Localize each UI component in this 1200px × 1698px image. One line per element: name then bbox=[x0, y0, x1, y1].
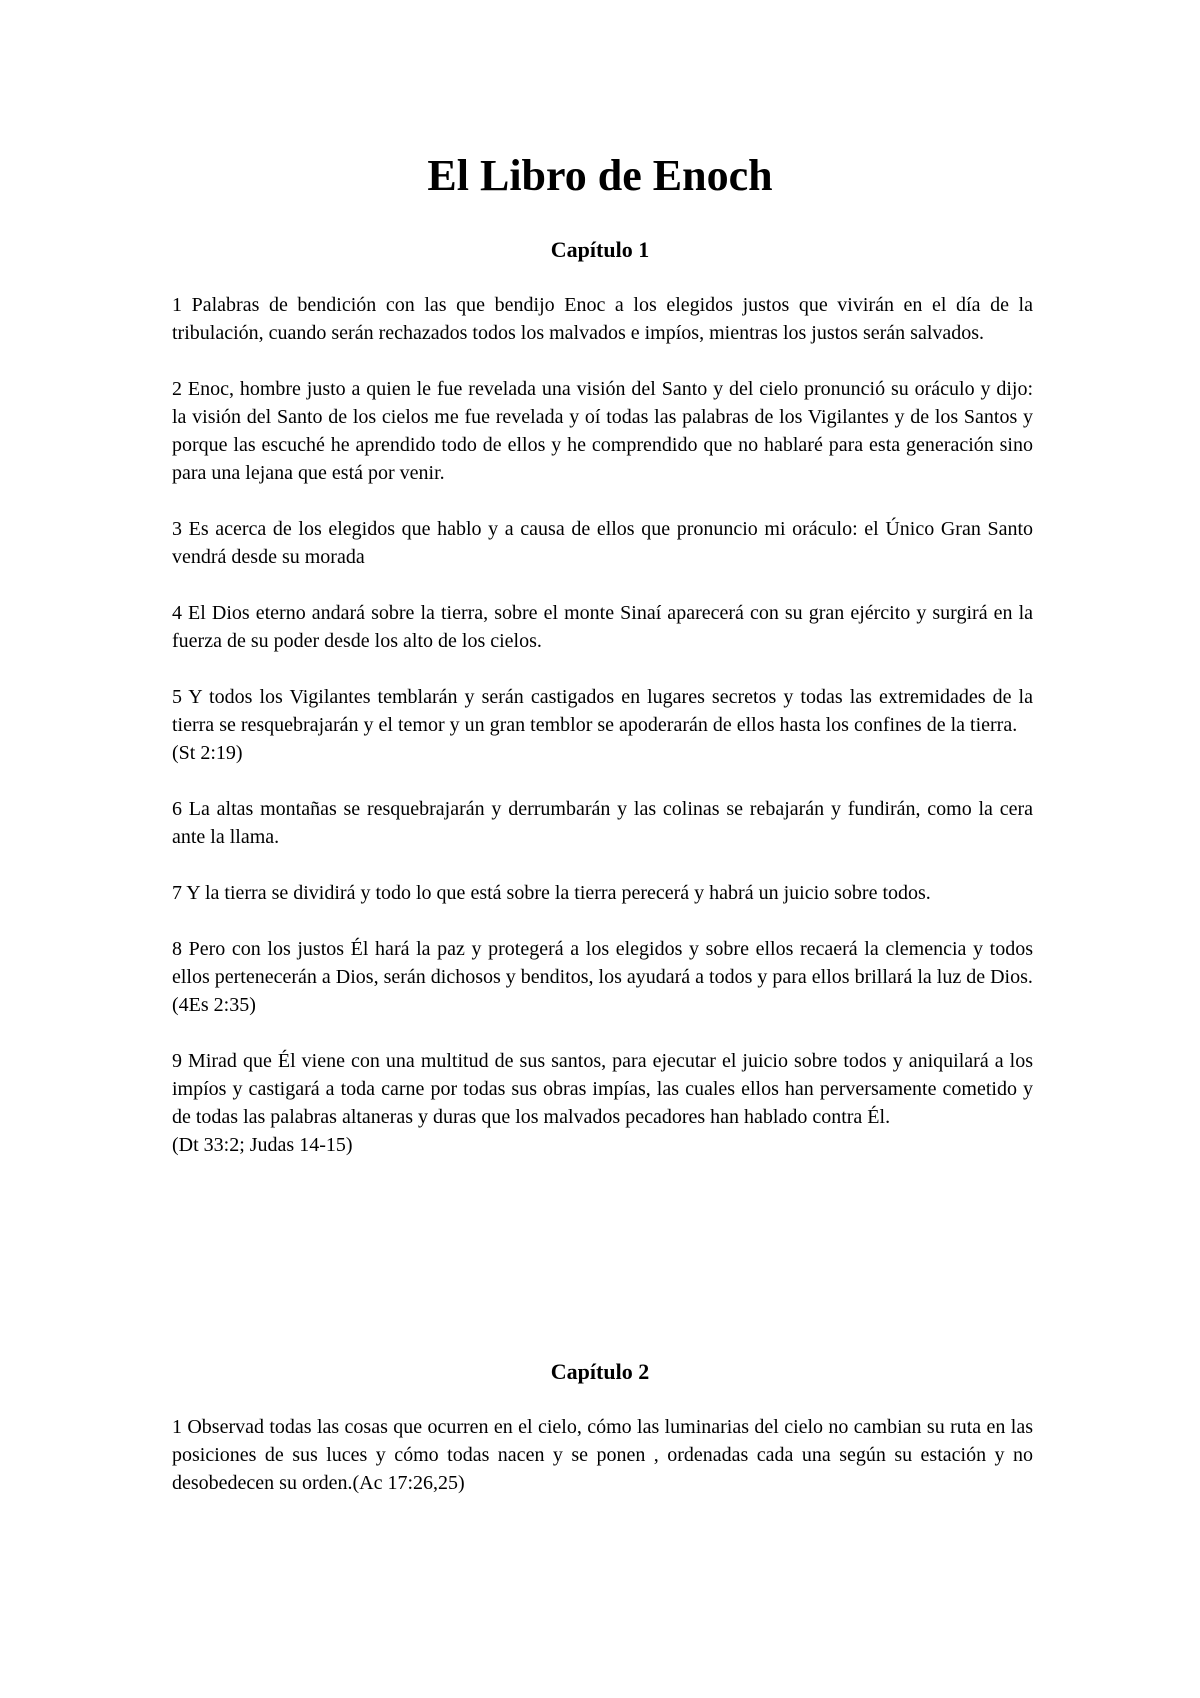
verse bbox=[172, 795, 1033, 851]
verse-text: 7 Y la tierra se dividirá y todo lo que está sobre la tierra perecerá y habrá un juicio sobre todos. bbox=[172, 882, 931, 904]
verse-reference: (4Es 2:35) bbox=[172, 994, 256, 1016]
chapter-heading: Capítulo 2 bbox=[550, 1359, 650, 1384]
verse-text: 8 Pero con los justos Él hará la paz y protegerá a los elegidos y sobre ellos recaerá la clemencia y todos ellos pertenecerán a Dios, serán dichosos y benditos, los ayudará a todos y para ellos brillará la luz de Dios. bbox=[172, 938, 1033, 988]
verse bbox=[172, 1413, 1033, 1497]
verse bbox=[172, 291, 1033, 347]
verse bbox=[172, 879, 1033, 907]
verse bbox=[172, 935, 1033, 1019]
chapter-heading: Capítulo 1 bbox=[550, 237, 650, 262]
verse-text: 1 Observad todas las cosas que ocurren en el cielo, cómo las luminarias del cielo no cambian su ruta en las posiciones de sus luces y cómo todas nacen y se ponen , ordenadas cada una según su estación y no desobedecen su orden.(Ac 17:26,25) bbox=[172, 1416, 1033, 1494]
verse-text: 4 El Dios eterno andará sobre la tierra, sobre el monte Sinaí aparecerá con su gran ejército y surgirá en la fuerza de su poder desde los alto de los cielos. bbox=[172, 602, 1033, 652]
verse-text: 2 Enoc, hombre justo a quien le fue revelada una visión del Santo y del cielo pronunció su oráculo y dijo: la visión del Santo de los cielos me fue revelada y oí todas las palabras de los Vigilantes y de los Santos y porque las escuché he aprendido todo de ellos y he comprendido que no hablaré para esta generación sino para una lejana que está por venir. bbox=[172, 378, 1033, 484]
verse-reference: (St 2:19) bbox=[172, 742, 243, 764]
verse bbox=[172, 599, 1033, 655]
verse bbox=[172, 375, 1033, 487]
verse-text: 5 Y todos los Vigilantes temblarán y serán castigados en lugares secretos y todas las extremidades de la tierra se resquebrajarán y el temor y un gran temblor se apoderarán de ellos hasta los confines de la tierra. bbox=[172, 686, 1033, 736]
verse bbox=[172, 1047, 1033, 1159]
verse bbox=[172, 683, 1033, 767]
document-title: El Libro de Enoch bbox=[427, 151, 773, 200]
chapter-2-verses bbox=[172, 1413, 1033, 1525]
verse-text: 9 Mirad que Él viene con una multitud de sus santos, para ejecutar el juicio sobre todos y aniquilará a los impíos y castigará a toda carne por todas sus obras impías, las cuales ellos han perversamente cometido y de todas las palabras altaneras y duras que los malvados pecadores han hablado contra Él. bbox=[172, 1050, 1033, 1128]
verse-text: 1 Palabras de bendición con las que bendijo Enoc a los elegidos justos que vivirán en el día de la tribulación, cuando serán rechazados todos los malvados e impíos, mientras los justos serán salvados. bbox=[172, 294, 1033, 344]
verse-reference: (Dt 33:2; Judas 14-15) bbox=[172, 1134, 353, 1156]
verse bbox=[172, 515, 1033, 571]
verse-text: 6 La altas montañas se resquebrajarán y derrumbarán y las colinas se rebajarán y fundirán, como la cera ante la llama. bbox=[172, 798, 1033, 848]
verse-text: 3 Es acerca de los elegidos que hablo y a causa de ellos que pronuncio mi oráculo: el Único Gran Santo vendrá desde su morada bbox=[172, 518, 1033, 568]
chapter-1-verses bbox=[172, 291, 1033, 1187]
